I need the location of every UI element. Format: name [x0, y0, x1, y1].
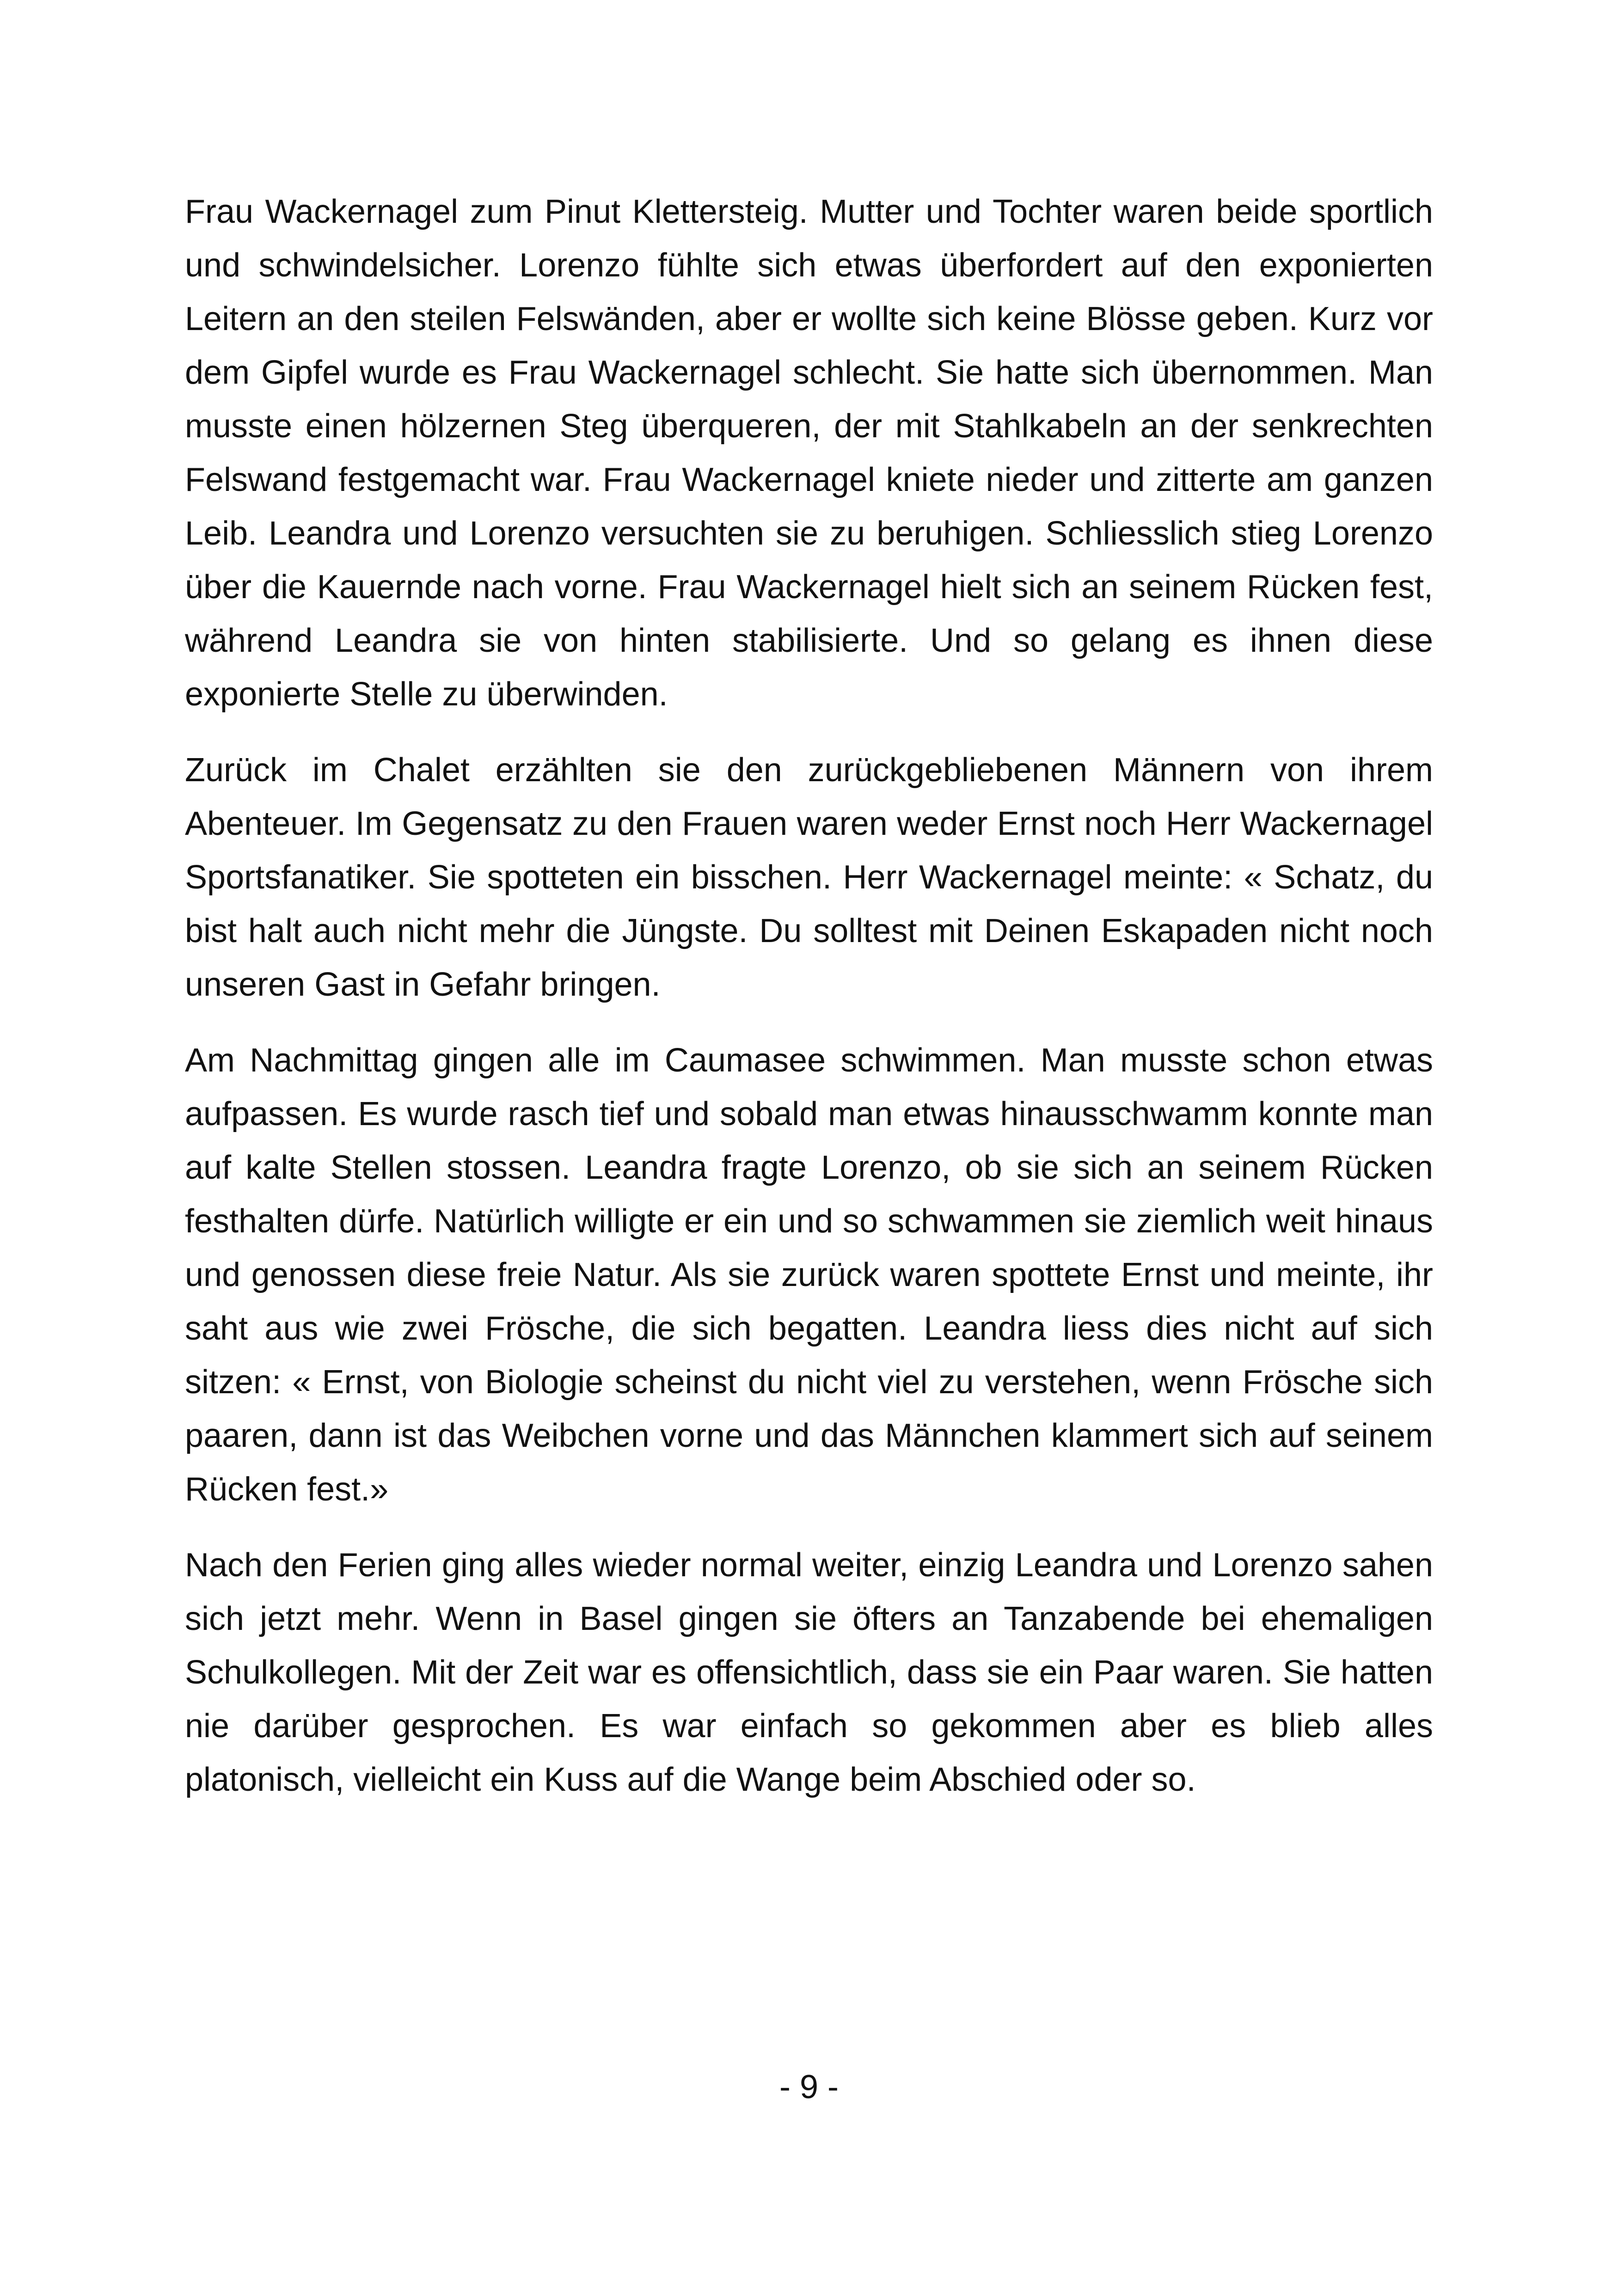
paragraph-4: Nach den Ferien ging alles wieder normal weiter, einzig Leandra und Lorenzo sahen sich jetzt mehr. Wenn in Basel gingen sie öfters an Tanzabende bei ehemaligen Schulkollegen. Mit der Zeit war es offensichtlich, dass sie ein Paar waren. Sie hatten nie darüber gesprochen. Es war einfach so gekommen aber es blieb alles platonisch, vielleicht ein Kuss auf die Wange beim Abschied oder so.: [185, 1547, 1433, 1798]
paragraph-1: Frau Wackernagel zum Pinut Klettersteig. Mutter und Tochter waren beide sportlich und schwindelsicher. Lorenzo fühlte sich etwas überfordert auf den exponierten Leitern an den steilen Felswänden, aber er wollte sich keine Blösse geben. Kurz vor dem Gipfel wurde es Frau Wackernagel schlecht. Sie hatte sich übernommen. Man musste einen hölzernen Steg überqueren, der mit Stahlkabeln an der senkrechten Felswand festgemacht war. Frau Wackernagel kniete nieder und zitterte am ganzen Leib. Leandra und Lorenzo versuchten sie zu beruhigen. Schliesslich stieg Lorenzo über die Kauernde nach vorne. Frau Wackernagel hielt sich an seinem Rücken fest, während Leandra sie von hinten stabilisierte. Und so gelang es ihnen diese exponierte Stelle zu überwinden.: [185, 193, 1433, 713]
paragraph-2: Zurück im Chalet erzählten sie den zurückgebliebenen Männern von ihrem Abenteuer. Im Gegensatz zu den Frauen waren weder Ernst noch Herr Wackernagel Sportsfanatiker. Sie spotteten ein bisschen. Herr Wackernagel meinte: « Schatz, du bist halt auch nicht mehr die Jüngste. Du solltest mit Deinen Eskapaden nicht noch unseren Gast in Gefahr bringen.: [185, 752, 1433, 1003]
body-text: [185, 185, 1433, 1829]
page-number: - 9 -: [779, 2069, 839, 2106]
paragraph-3: Am Nachmittag gingen alle im Caumasee schwimmen. Man musste schon etwas aufpassen. Es wurde rasch tief und sobald man etwas hinausschwamm konnte man auf kalte Stellen stossen. Leandra fragte Lorenzo, ob sie sich an seinem Rücken festhalten dürfe. Natürlich willigte er ein und so schwammen sie ziemlich weit hinaus und genossen diese freie Natur. Als sie zurück waren spottete Ernst und meinte, ihr saht aus wie zwei Frösche, die sich begatten. Leandra liess dies nicht auf sich sitzen: « Ernst, von Biologie scheinst du nicht viel zu verstehen, wenn Frösche sich paaren, dann ist das Weibchen vorne und das Männchen klammert sich auf seinem Rücken fest.»: [185, 1042, 1433, 1508]
